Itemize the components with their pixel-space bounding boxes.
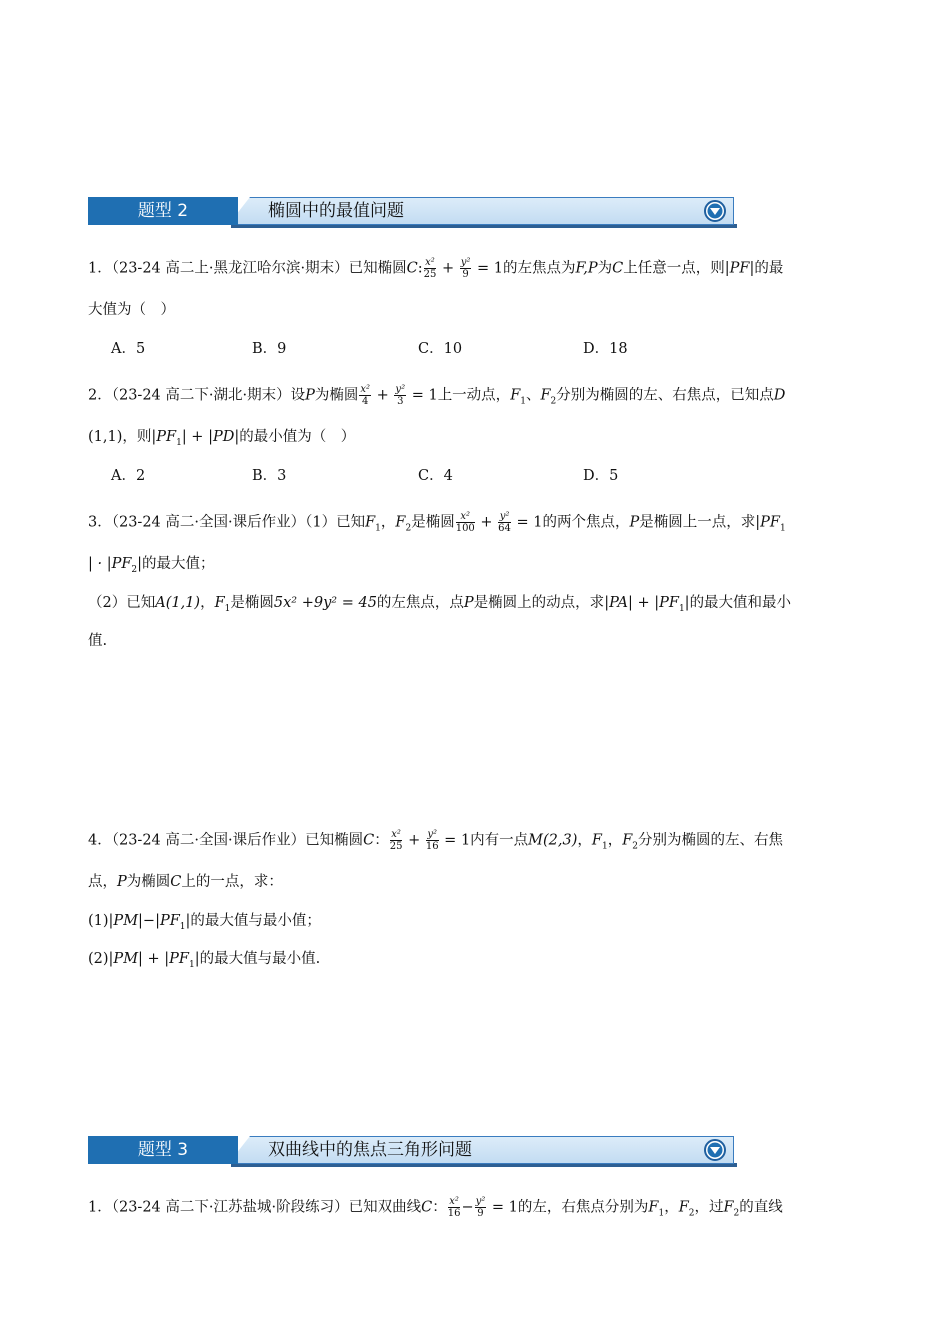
problem-4-question-2: $(2)|PM| + |PF_1|$的最大值与最小值.	[88, 951, 321, 970]
section-tag: 题型 3	[88, 1136, 238, 1164]
problem-1-line-2: 大值为（ ）	[88, 302, 175, 318]
problem-4-line-1: 4．（23-24 高二·全国·课后作业）已知椭圆C： $\frac{\text{x²}}{25}$ + $\frac{\text{y²}}{16}$ = 1内有一点M(2,3)，$F_1$，$F_2$分别为椭圆的左、右焦	[88, 829, 783, 852]
option-d: D．5	[583, 468, 619, 484]
option-b: B．3	[252, 468, 287, 484]
chevron-down-icon	[704, 1139, 726, 1161]
section-header-2	[88, 197, 736, 227]
option-c: C．4	[418, 468, 453, 484]
fraction: $\frac{\text{y²}}{9}$	[460, 257, 471, 280]
fraction: $\frac{\text{x²}}{25}$	[423, 257, 437, 280]
fraction: $\frac{\text{x²}}{16}$	[447, 1196, 461, 1219]
problem-2-line-2: (1,1)，则$|PF_1| + |PD|$的最小值为（ ）	[88, 429, 356, 448]
fraction: $\frac{\text{y²}}{3}$	[395, 384, 406, 407]
problem-3-line-1: 3．（23-24 高二·全国·课后作业）（1）已知$F_1$，$F_2$是椭圆 $\frac{\text{x²}}{100}$ + $\frac{\text{y²}}{64}$ = 1的两个焦点，P是椭圆上一点，求$|PF_1$	[88, 511, 786, 534]
problem-5-line-1: 1．（23-24 高二下·江苏盐城·阶段练习）已知双曲线C： $\frac{\text{x²}}{16}$ − $\frac{\text{y²}}{9}$ = 1的左，右焦点分别为$F_1$，$F_2$，过$F_2$的直线	[88, 1196, 783, 1219]
problem-3-line-4: 值.	[88, 633, 108, 649]
section-tag: 题型 2	[88, 197, 238, 225]
section-title: 双曲线中的焦点三角形问题	[268, 1140, 472, 1160]
fraction: $\frac{\text{x²}}{25}$	[389, 829, 403, 852]
problem-1-line-1: 1．（23-24 高二上·黑龙江哈尔滨·期末）已知椭圆C: $\frac{\text{x²}}{25}$ + $\frac{\text{y²}}{9}$ = 1的左焦点为F,P为C上任意一点，则|PF|的最	[88, 257, 784, 280]
chevron-down-icon	[704, 200, 726, 222]
problem-3-line-2: | · $|PF_2|$的最大值；	[88, 556, 215, 575]
section-header-3	[88, 1136, 736, 1166]
problem-3-line-3: （2）已知A(1,1)，$F_1$是椭圆5x² +9y² = 45的左焦点，点P是椭圆上的动点，求$|PA| + |PF_1|$的最大值和最小	[88, 595, 792, 614]
fraction: $\frac{\text{y²}}{16}$	[425, 829, 439, 852]
section-title: 椭圆中的最值问题	[268, 201, 404, 221]
option-d: D．18	[583, 341, 628, 357]
option-a: A．2	[111, 468, 146, 484]
problem-4-line-2: 点，P为椭圆C上的一点，求：	[88, 874, 283, 890]
fraction: $\frac{\text{x²}}{4}$	[360, 384, 371, 407]
fraction: $\frac{\text{y²}}{64}$	[498, 511, 511, 534]
problem-2-line-1: 2．（23-24 高二下·湖北·期末）设P为椭圆 $\frac{\text{x²}}{4}$ + $\frac{\text{y²}}{3}$ = 1上一动点，$F_1$、$F_2$分别为椭圆的左、右焦点，已知点D	[88, 384, 786, 407]
problem-4-question-1: $(1)|PM|-|PF_1|$的最大值与最小值；	[88, 913, 321, 932]
fraction: $\frac{\text{x²}}{100}$	[455, 511, 475, 534]
option-b: B．9	[252, 341, 287, 357]
fraction: $\frac{\text{y²}}{9}$	[475, 1196, 486, 1219]
option-a: A．5	[111, 341, 146, 357]
option-c: C．10	[418, 341, 463, 357]
